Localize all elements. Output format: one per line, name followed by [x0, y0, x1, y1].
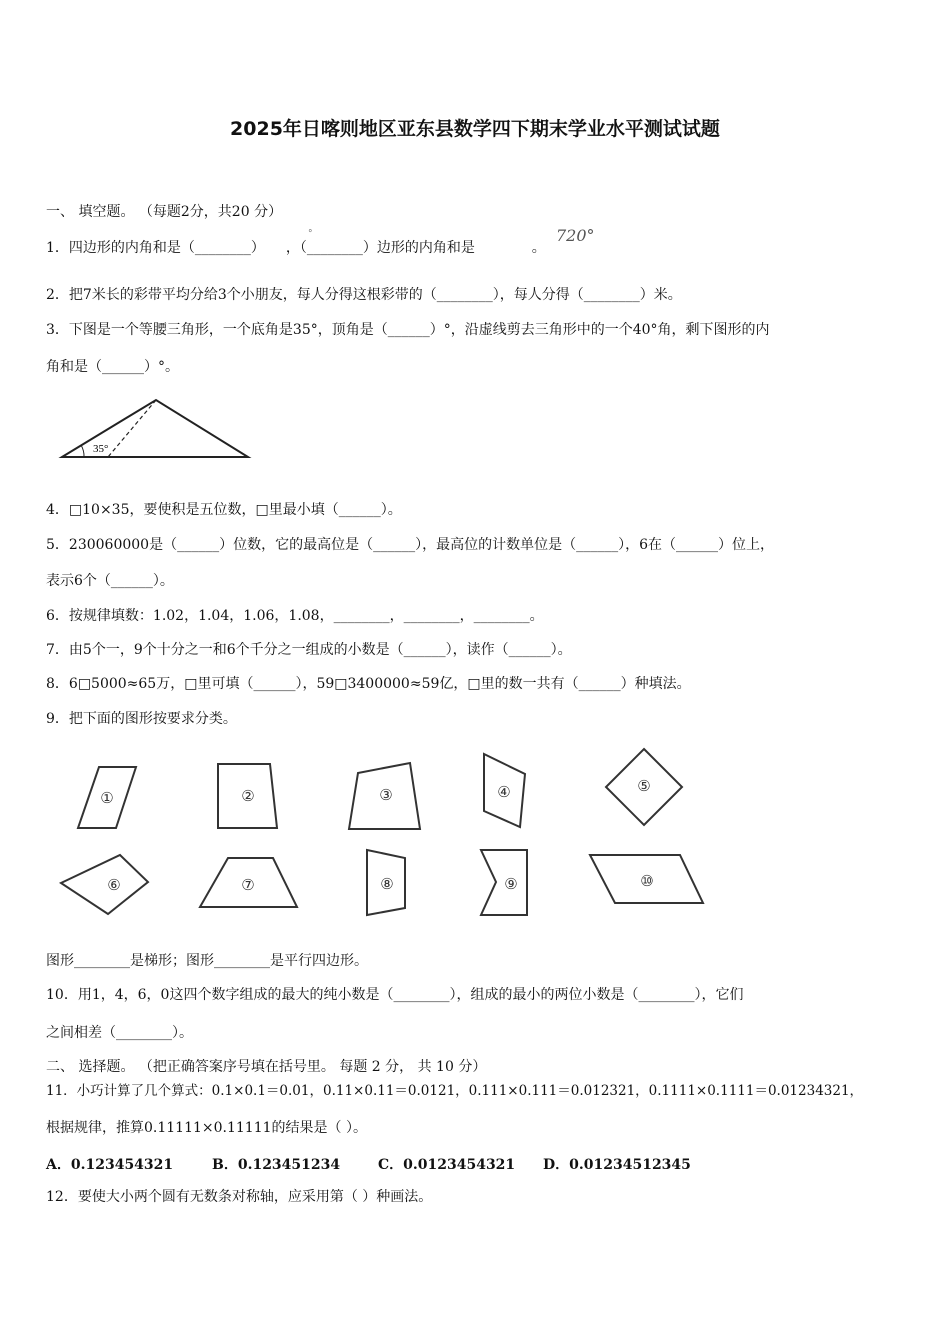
q1-part1: 1．四边形的内角和是（________）: [46, 240, 265, 256]
shape-label: ⑩: [640, 872, 654, 890]
question-11-line2: 根据规律，推算0.11111×0.11111的结果是（ ）。: [46, 1120, 367, 1136]
q1-end: 。: [531, 240, 546, 256]
shape-label: ⑧: [380, 875, 394, 893]
page-title: 2025年日喀则地区亚东县数学四下期末学业水平测试试题: [230, 118, 720, 140]
angle-label-35: 35°: [93, 443, 109, 455]
question-3-line2: 角和是（______）°。: [46, 359, 179, 375]
shape-label: ⑨: [504, 875, 518, 893]
question-7: 7．由5个一，9个十分之一和6个千分之一组成的小数是（______），读作（______）。: [46, 642, 572, 658]
shapes-figure: [50, 745, 720, 925]
question-5-line1: 5．230060000是（______）位数，它的最高位是（______），最高位的计数单位是（______），6在（______）位上，: [46, 537, 774, 553]
shape-label: ④: [497, 783, 511, 801]
question-10-line2: 之间相差（________）。: [46, 1025, 193, 1041]
shape-label: ②: [241, 787, 255, 805]
triangle-outline: [62, 400, 248, 457]
question-10-line1: 10．用1，4，6，0这四个数字组成的最大的纯小数是（________），组成的最小的两位小数是（________），它们: [46, 987, 744, 1003]
question-11-line1: 11．小巧计算了几个算式：0.1×0.1＝0.01，0.11×0.11＝0.0121，0.111×0.111＝0.012321，0.1111×0.1111＝0.01234321，: [46, 1083, 864, 1099]
q11-option-d: D．0.01234512345: [543, 1157, 691, 1173]
section-1-heading: 一、 填空题。 （每题2分，共20 分）: [46, 204, 283, 220]
question-3-line1: 3．下图是一个等腰三角形，一个底角是35°，顶角是（______）°，沿虚线剪去三角形中的一个40°角，剩下图形的内: [46, 322, 770, 338]
question-9: 9．把下面的图形按要求分类。: [46, 711, 237, 727]
q1-degree-720: 720°: [556, 226, 595, 245]
shape-label: ⑦: [241, 876, 255, 894]
shape-label: ①: [100, 789, 114, 807]
question-6: 6．按规律填数：1.02，1.04，1.06，1.08，________，________，________。: [46, 608, 544, 624]
angle-arc: [81, 445, 84, 457]
question-4: 4．□10×35，要使积是五位数，□里最小填（______）。: [46, 502, 402, 518]
isosceles-triangle-figure: [56, 394, 256, 464]
shape-label: ③: [379, 786, 393, 804]
section-2-heading: 二、 选择题。 （把正确答案序号填在括号里。 每题 2 分， 共 10 分）: [46, 1059, 487, 1075]
question-8: 8．6□5000≈65万，□里可填（______），59□3400000≈59亿，□里的数一共有（______）种填法。: [46, 676, 691, 692]
shape-label: ⑤: [637, 777, 651, 795]
degree-mark: °: [308, 229, 313, 239]
question-2: 2．把7米长的彩带平均分给3个小朋友，每人分得这根彩带的（________），每人分得（________）米。: [46, 287, 682, 303]
q1-part2: ，（________）边形的内角和是: [285, 240, 475, 256]
question-9-answer: 图形________是梯形；图形________是平行四边形。: [46, 953, 368, 969]
cut-dashed-line: [108, 400, 156, 457]
q11-option-b: B．0.123451234: [212, 1157, 341, 1173]
q11-option-c: C．0.0123454321: [378, 1157, 516, 1173]
question-1: [46, 238, 546, 258]
q11-option-a: A．0.123454321: [46, 1157, 174, 1173]
shape-6-kite: [61, 855, 148, 914]
shape-label: ⑥: [107, 876, 121, 894]
question-5-line2: 表示6个（______）。: [46, 573, 174, 589]
question-12: 12．要使大小两个圆有无数条对称轴，应采用第（ ）种画法。: [46, 1189, 433, 1205]
